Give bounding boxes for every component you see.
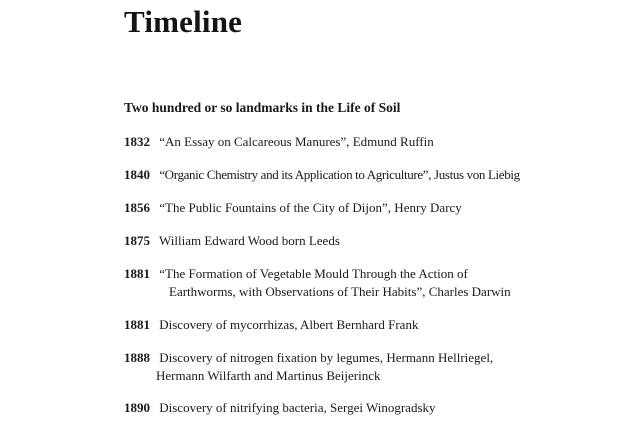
- entry-text: Discovery of nitrogen fixation by legumes, Hermann Hellriegel,: [159, 350, 494, 365]
- entry-year: 1840: [124, 167, 150, 182]
- timeline-entry: [124, 199, 604, 217]
- entry-text: Discovery of mycorrhizas, Albert Bernhard Frank: [159, 317, 419, 332]
- section-subtitle: Two hundred or so landmarks in the Life of Soil: [124, 100, 401, 115]
- timeline-entry: [124, 399, 604, 417]
- entry-year: 1875: [124, 233, 150, 248]
- timeline-entry: [124, 232, 604, 250]
- entry-text: “An Essay on Calcareous Manures”, Edmund Ruffin: [159, 134, 434, 149]
- timeline-entry: [124, 349, 604, 385]
- entry-year: 1890: [124, 400, 150, 415]
- entry-text: “The Formation of Vegetable Mould Through the Action of: [159, 266, 468, 281]
- entry-year: 1881: [124, 266, 150, 281]
- entry-text: William Edward Wood born Leeds: [159, 233, 340, 248]
- timeline-entry: [124, 166, 604, 184]
- entry-text-continued: Earthworms, with Observations of Their Habits”, Charles Darwin: [169, 284, 511, 299]
- entry-text: “The Public Fountains of the City of Dijon”, Henry Darcy: [159, 200, 462, 215]
- entry-year: 1856: [124, 200, 150, 215]
- timeline-entry: [124, 265, 604, 301]
- entry-year: 1832: [124, 134, 150, 149]
- entry-year: 1888: [124, 350, 150, 365]
- entry-text-continued: Hermann Wilfarth and Martinus Beijerinck: [156, 368, 381, 383]
- entry-year: 1881: [124, 317, 150, 332]
- page-title: Timeline: [124, 4, 243, 39]
- timeline-entry: [124, 133, 604, 151]
- entry-text: Discovery of nitrifying bacteria, Sergei Winogradsky: [159, 400, 436, 415]
- entry-text: “Organic Chemistry and its Application to Agriculture”, Justus von Liebig: [159, 167, 520, 182]
- timeline-entry: [124, 316, 604, 334]
